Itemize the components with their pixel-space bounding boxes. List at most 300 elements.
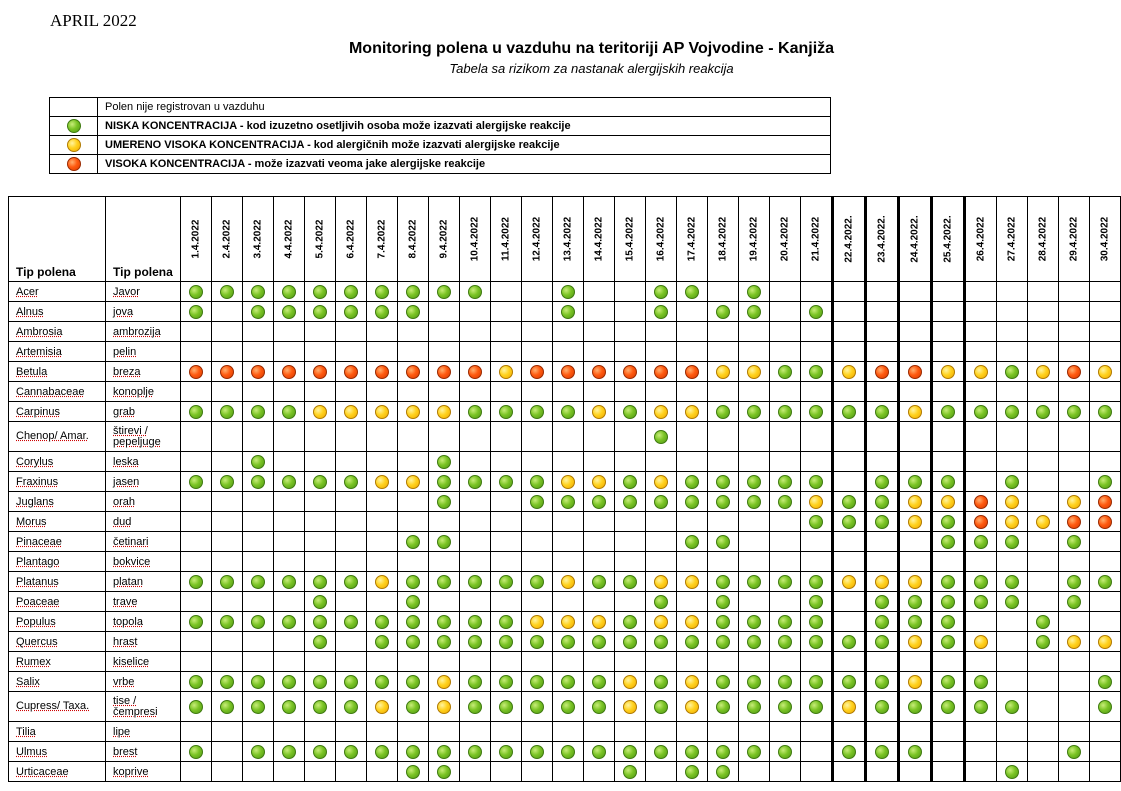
risk-cell bbox=[739, 492, 770, 512]
risk-cell bbox=[212, 742, 243, 762]
green-dot-icon bbox=[220, 615, 234, 629]
risk-cell bbox=[367, 652, 398, 672]
risk-cell bbox=[615, 342, 646, 362]
risk-cell bbox=[181, 532, 212, 552]
risk-cell bbox=[739, 322, 770, 342]
risk-cell bbox=[770, 742, 801, 762]
date-label: 19.4.2022 bbox=[748, 216, 760, 262]
risk-cell bbox=[181, 572, 212, 592]
red-dot-icon bbox=[282, 365, 296, 379]
yellow-dot-icon bbox=[654, 405, 668, 419]
risk-cell bbox=[1028, 302, 1059, 322]
green-dot-icon bbox=[406, 595, 420, 609]
green-dot-icon bbox=[406, 765, 420, 779]
risk-cell bbox=[460, 452, 491, 472]
risk-cell bbox=[584, 572, 615, 592]
risk-cell bbox=[429, 362, 460, 382]
risk-cell bbox=[336, 592, 367, 612]
green-dot-icon bbox=[1067, 575, 1081, 589]
risk-cell bbox=[997, 532, 1028, 552]
risk-cell bbox=[615, 592, 646, 612]
green-dot-icon bbox=[251, 745, 265, 759]
risk-cell bbox=[367, 692, 398, 722]
green-dot-icon bbox=[908, 615, 922, 629]
risk-cell bbox=[491, 362, 522, 382]
risk-cell bbox=[367, 322, 398, 342]
table-row bbox=[9, 322, 1121, 342]
risk-cell bbox=[274, 552, 305, 572]
risk-cell bbox=[997, 652, 1028, 672]
risk-cell bbox=[460, 532, 491, 552]
green-dot-icon bbox=[344, 615, 358, 629]
pollen-local-name: tise / čempresi bbox=[106, 692, 181, 722]
risk-cell bbox=[305, 512, 336, 532]
green-dot-icon bbox=[842, 675, 856, 689]
risk-cell bbox=[491, 692, 522, 722]
risk-cell bbox=[305, 692, 336, 722]
green-dot-icon bbox=[623, 765, 637, 779]
risk-cell bbox=[553, 492, 584, 512]
risk-cell bbox=[708, 302, 739, 322]
risk-cell bbox=[429, 472, 460, 492]
date-label: 26.4.2022 bbox=[975, 216, 987, 262]
red-dot-icon bbox=[67, 157, 81, 171]
risk-cell bbox=[801, 322, 833, 342]
risk-cell bbox=[866, 722, 899, 742]
risk-cell bbox=[460, 762, 491, 782]
risk-cell bbox=[1090, 592, 1121, 612]
table-row bbox=[9, 402, 1121, 422]
green-dot-icon bbox=[747, 700, 761, 714]
risk-cell bbox=[181, 452, 212, 472]
risk-cell bbox=[212, 672, 243, 692]
risk-cell bbox=[274, 572, 305, 592]
risk-cell bbox=[1090, 652, 1121, 672]
yellow-dot-icon bbox=[908, 575, 922, 589]
risk-cell bbox=[997, 552, 1028, 572]
risk-cell bbox=[1059, 592, 1090, 612]
date-column-header bbox=[801, 197, 833, 282]
risk-cell bbox=[677, 572, 708, 592]
risk-cell bbox=[460, 342, 491, 362]
risk-cell bbox=[708, 282, 739, 302]
risk-cell bbox=[429, 532, 460, 552]
risk-cell bbox=[336, 612, 367, 632]
risk-cell bbox=[305, 572, 336, 592]
risk-cell bbox=[522, 382, 553, 402]
risk-cell bbox=[553, 282, 584, 302]
risk-cell bbox=[243, 422, 274, 452]
pollen-latin-name: Salix bbox=[9, 672, 106, 692]
green-dot-icon bbox=[220, 475, 234, 489]
yellow-dot-icon bbox=[1036, 365, 1050, 379]
risk-cell bbox=[274, 592, 305, 612]
yellow-dot-icon bbox=[716, 365, 730, 379]
risk-cell bbox=[615, 532, 646, 552]
green-dot-icon bbox=[189, 675, 203, 689]
date-label: 12.4.2022 bbox=[531, 216, 543, 262]
legend-text bbox=[98, 155, 831, 174]
risk-cell bbox=[553, 612, 584, 632]
risk-cell bbox=[899, 722, 932, 742]
risk-cell bbox=[770, 382, 801, 402]
risk-cell bbox=[833, 382, 866, 402]
green-dot-icon bbox=[875, 495, 889, 509]
legend-icon-cell bbox=[50, 136, 98, 155]
risk-cell bbox=[1059, 472, 1090, 492]
green-dot-icon bbox=[189, 700, 203, 714]
yellow-dot-icon bbox=[809, 495, 823, 509]
risk-cell bbox=[522, 592, 553, 612]
risk-cell bbox=[491, 762, 522, 782]
green-dot-icon bbox=[251, 405, 265, 419]
green-dot-icon bbox=[908, 700, 922, 714]
risk-cell bbox=[770, 612, 801, 632]
yellow-dot-icon bbox=[1005, 495, 1019, 509]
risk-cell bbox=[708, 492, 739, 512]
green-dot-icon bbox=[406, 675, 420, 689]
risk-cell bbox=[1028, 672, 1059, 692]
risk-cell bbox=[584, 342, 615, 362]
yellow-dot-icon bbox=[974, 635, 988, 649]
risk-cell bbox=[646, 552, 677, 572]
risk-cell bbox=[997, 322, 1028, 342]
risk-cell bbox=[677, 692, 708, 722]
green-dot-icon bbox=[375, 285, 389, 299]
pollen-latin-name: Pinaceae bbox=[9, 532, 106, 552]
risk-cell bbox=[932, 552, 965, 572]
risk-cell bbox=[965, 692, 997, 722]
risk-cell bbox=[997, 402, 1028, 422]
yellow-dot-icon bbox=[1005, 515, 1019, 529]
risk-cell bbox=[1028, 362, 1059, 382]
red-dot-icon bbox=[685, 365, 699, 379]
green-dot-icon bbox=[716, 305, 730, 319]
legend-description: - može izazvati veoma jake alergijske reakcije bbox=[244, 158, 486, 170]
risk-cell bbox=[367, 422, 398, 452]
pollen-latin-name: Populus bbox=[9, 612, 106, 632]
yellow-dot-icon bbox=[908, 405, 922, 419]
risk-cell bbox=[1059, 512, 1090, 532]
risk-cell bbox=[491, 532, 522, 552]
risk-cell bbox=[429, 382, 460, 402]
risk-cell bbox=[336, 342, 367, 362]
risk-cell bbox=[181, 612, 212, 632]
risk-cell bbox=[615, 452, 646, 472]
risk-cell bbox=[646, 692, 677, 722]
risk-cell bbox=[833, 512, 866, 532]
risk-cell bbox=[801, 572, 833, 592]
legend-row bbox=[50, 136, 831, 155]
risk-cell bbox=[997, 422, 1028, 452]
risk-cell bbox=[305, 382, 336, 402]
pollen-latin-name: Platanus bbox=[9, 572, 106, 592]
risk-cell bbox=[1059, 612, 1090, 632]
green-dot-icon bbox=[344, 285, 358, 299]
risk-cell bbox=[708, 552, 739, 572]
green-dot-icon bbox=[685, 285, 699, 299]
risk-cell bbox=[522, 722, 553, 742]
green-dot-icon bbox=[220, 405, 234, 419]
date-column-header bbox=[336, 197, 367, 282]
risk-cell bbox=[429, 492, 460, 512]
pollen-local-name: štirevi / pepeljuge bbox=[106, 422, 181, 452]
risk-cell bbox=[615, 472, 646, 492]
risk-cell bbox=[305, 612, 336, 632]
green-dot-icon bbox=[875, 615, 889, 629]
green-dot-icon bbox=[747, 615, 761, 629]
green-dot-icon bbox=[778, 615, 792, 629]
risk-cell bbox=[274, 742, 305, 762]
risk-cell bbox=[553, 572, 584, 592]
risk-cell bbox=[615, 722, 646, 742]
yellow-dot-icon bbox=[842, 700, 856, 714]
risk-cell bbox=[398, 722, 429, 742]
date-column-header bbox=[997, 197, 1028, 282]
risk-cell bbox=[181, 282, 212, 302]
risk-cell bbox=[398, 632, 429, 652]
risk-cell bbox=[398, 512, 429, 532]
risk-cell bbox=[1028, 592, 1059, 612]
green-dot-icon bbox=[623, 495, 637, 509]
risk-cell bbox=[708, 322, 739, 342]
risk-cell bbox=[1059, 492, 1090, 512]
risk-cell bbox=[899, 422, 932, 452]
risk-cell bbox=[336, 362, 367, 382]
risk-cell bbox=[553, 322, 584, 342]
risk-cell bbox=[615, 422, 646, 452]
risk-cell bbox=[522, 692, 553, 722]
risk-cell bbox=[553, 422, 584, 452]
report-subtitle: Tabela sa rizikom za nastanak alergijskih reakcija bbox=[449, 61, 734, 76]
risk-cell bbox=[491, 612, 522, 632]
risk-cell bbox=[553, 742, 584, 762]
risk-cell bbox=[932, 302, 965, 322]
risk-cell bbox=[965, 572, 997, 592]
risk-cell bbox=[833, 612, 866, 632]
risk-cell bbox=[460, 632, 491, 652]
risk-cell bbox=[336, 552, 367, 572]
date-label: 21.4.2022 bbox=[810, 216, 822, 262]
risk-cell bbox=[491, 492, 522, 512]
green-dot-icon bbox=[875, 405, 889, 419]
risk-cell bbox=[336, 742, 367, 762]
table-row bbox=[9, 742, 1121, 762]
risk-cell bbox=[212, 722, 243, 742]
risk-cell bbox=[398, 322, 429, 342]
risk-cell bbox=[274, 672, 305, 692]
risk-cell bbox=[997, 632, 1028, 652]
green-dot-icon bbox=[842, 515, 856, 529]
risk-cell bbox=[801, 672, 833, 692]
risk-cell bbox=[677, 402, 708, 422]
risk-cell bbox=[1059, 722, 1090, 742]
pollen-latin-name: Morus bbox=[9, 512, 106, 532]
date-column-header bbox=[646, 197, 677, 282]
risk-cell bbox=[336, 322, 367, 342]
green-dot-icon bbox=[313, 675, 327, 689]
green-dot-icon bbox=[941, 635, 955, 649]
risk-cell bbox=[615, 572, 646, 592]
risk-cell bbox=[212, 592, 243, 612]
risk-cell bbox=[965, 742, 997, 762]
pollen-local-name: konoplje bbox=[106, 382, 181, 402]
risk-cell bbox=[584, 742, 615, 762]
green-dot-icon bbox=[1036, 405, 1050, 419]
date-column-header bbox=[553, 197, 584, 282]
risk-cell bbox=[997, 672, 1028, 692]
green-dot-icon bbox=[189, 285, 203, 299]
risk-cell bbox=[899, 652, 932, 672]
risk-cell bbox=[522, 362, 553, 382]
green-dot-icon bbox=[1005, 575, 1019, 589]
risk-cell bbox=[398, 302, 429, 322]
risk-cell bbox=[243, 722, 274, 742]
risk-cell bbox=[646, 762, 677, 782]
risk-cell bbox=[243, 452, 274, 472]
yellow-dot-icon bbox=[1036, 515, 1050, 529]
risk-cell bbox=[553, 512, 584, 532]
risk-cell bbox=[460, 592, 491, 612]
risk-cell bbox=[305, 322, 336, 342]
yellow-dot-icon bbox=[908, 635, 922, 649]
green-dot-icon bbox=[561, 745, 575, 759]
date-column-header bbox=[367, 197, 398, 282]
risk-cell bbox=[646, 322, 677, 342]
pollen-latin-name: Fraxinus bbox=[9, 472, 106, 492]
risk-cell bbox=[965, 492, 997, 512]
risk-cell bbox=[429, 692, 460, 722]
risk-cell bbox=[584, 322, 615, 342]
green-dot-icon bbox=[313, 575, 327, 589]
pollen-local-name: platan bbox=[106, 572, 181, 592]
risk-cell bbox=[646, 652, 677, 672]
risk-cell bbox=[243, 612, 274, 632]
green-dot-icon bbox=[842, 745, 856, 759]
date-label: 5.4.2022 bbox=[314, 219, 326, 259]
risk-cell bbox=[274, 382, 305, 402]
green-dot-icon bbox=[941, 595, 955, 609]
green-dot-icon bbox=[809, 515, 823, 529]
risk-cell bbox=[833, 492, 866, 512]
green-dot-icon bbox=[437, 575, 451, 589]
pollen-latin-name: Alnus bbox=[9, 302, 106, 322]
risk-cell bbox=[522, 652, 553, 672]
risk-cell bbox=[899, 612, 932, 632]
risk-cell bbox=[899, 472, 932, 492]
risk-cell bbox=[584, 422, 615, 452]
risk-cell bbox=[899, 552, 932, 572]
green-dot-icon bbox=[220, 675, 234, 689]
pollen-latin-name: Corylus bbox=[9, 452, 106, 472]
risk-cell bbox=[584, 552, 615, 572]
date-column-header bbox=[274, 197, 305, 282]
pollen-latin-name: Rumex bbox=[9, 652, 106, 672]
pollen-local-name: četinari bbox=[106, 532, 181, 552]
risk-cell bbox=[367, 282, 398, 302]
yellow-dot-icon bbox=[561, 475, 575, 489]
risk-cell bbox=[584, 402, 615, 422]
green-dot-icon bbox=[251, 700, 265, 714]
risk-cell bbox=[646, 302, 677, 322]
risk-cell bbox=[367, 612, 398, 632]
risk-cell bbox=[212, 552, 243, 572]
risk-cell bbox=[1059, 402, 1090, 422]
risk-cell bbox=[739, 532, 770, 552]
risk-cell bbox=[997, 342, 1028, 362]
green-dot-icon bbox=[809, 595, 823, 609]
risk-cell bbox=[866, 322, 899, 342]
risk-cell bbox=[274, 342, 305, 362]
risk-cell bbox=[801, 532, 833, 552]
green-dot-icon bbox=[530, 575, 544, 589]
pollen-local-name: grab bbox=[106, 402, 181, 422]
risk-cell bbox=[932, 402, 965, 422]
risk-cell bbox=[584, 692, 615, 722]
risk-cell bbox=[1090, 322, 1121, 342]
green-dot-icon bbox=[220, 575, 234, 589]
risk-cell bbox=[965, 612, 997, 632]
green-dot-icon bbox=[530, 495, 544, 509]
green-dot-icon bbox=[716, 475, 730, 489]
risk-cell bbox=[801, 492, 833, 512]
green-dot-icon bbox=[974, 700, 988, 714]
green-dot-icon bbox=[592, 675, 606, 689]
green-dot-icon bbox=[406, 575, 420, 589]
green-dot-icon bbox=[623, 405, 637, 419]
pollen-local-name: kiselice bbox=[106, 652, 181, 672]
yellow-dot-icon bbox=[654, 615, 668, 629]
risk-cell bbox=[801, 552, 833, 572]
pollen-latin-name: Urticaceae bbox=[9, 762, 106, 782]
risk-cell bbox=[491, 572, 522, 592]
risk-cell bbox=[181, 512, 212, 532]
green-dot-icon bbox=[561, 700, 575, 714]
green-dot-icon bbox=[1098, 405, 1112, 419]
risk-cell bbox=[553, 592, 584, 612]
risk-cell bbox=[274, 282, 305, 302]
green-dot-icon bbox=[251, 675, 265, 689]
risk-cell bbox=[866, 342, 899, 362]
risk-cell bbox=[997, 742, 1028, 762]
risk-cell bbox=[932, 592, 965, 612]
pollen-local-name: ambrozija bbox=[106, 322, 181, 342]
risk-cell bbox=[584, 722, 615, 742]
green-dot-icon bbox=[344, 700, 358, 714]
green-dot-icon bbox=[941, 575, 955, 589]
risk-cell bbox=[1059, 382, 1090, 402]
legend-row bbox=[50, 98, 831, 117]
risk-cell bbox=[708, 422, 739, 452]
risk-cell bbox=[708, 342, 739, 362]
risk-cell bbox=[367, 382, 398, 402]
green-dot-icon bbox=[941, 475, 955, 489]
risk-cell bbox=[336, 632, 367, 652]
pollen-latin-name: Ulmus bbox=[9, 742, 106, 762]
green-dot-icon bbox=[809, 405, 823, 419]
risk-cell bbox=[615, 302, 646, 322]
risk-cell bbox=[866, 572, 899, 592]
risk-cell bbox=[965, 512, 997, 532]
risk-cell bbox=[770, 572, 801, 592]
risk-cell bbox=[243, 532, 274, 552]
risk-cell bbox=[243, 342, 274, 362]
pollen-latin-name: Carpinus bbox=[9, 402, 106, 422]
green-dot-icon bbox=[1005, 700, 1019, 714]
risk-cell bbox=[336, 472, 367, 492]
risk-cell bbox=[646, 282, 677, 302]
green-dot-icon bbox=[747, 405, 761, 419]
